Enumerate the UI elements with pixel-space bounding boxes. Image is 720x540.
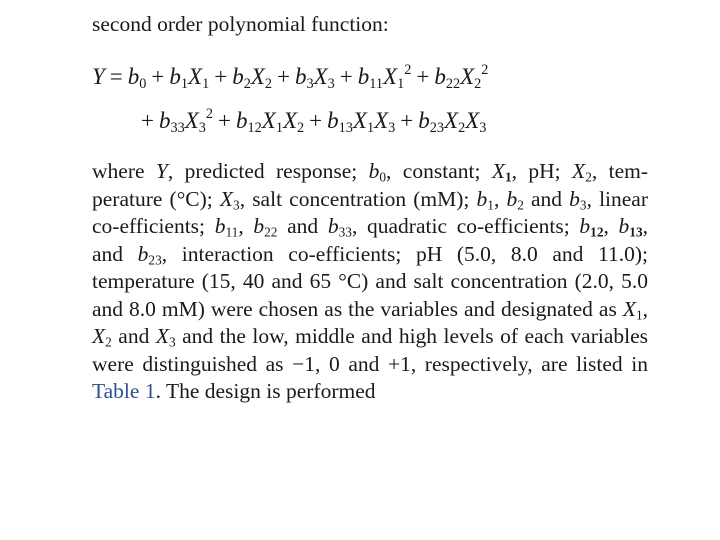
- variable-symbol: X: [282, 108, 298, 133]
- math-subscript: 11: [225, 224, 239, 240]
- equation-line-2: [136, 108, 486, 134]
- math-subscript: 13: [629, 224, 643, 240]
- plus-operator: +: [214, 64, 228, 89]
- variable-symbol: X: [444, 108, 459, 133]
- math-symbol: b: [214, 214, 226, 238]
- text-run: and: [111, 324, 156, 348]
- variable-symbol: X: [374, 108, 389, 133]
- coefficient-symbol: b: [158, 108, 171, 133]
- math-symbol: X: [155, 324, 169, 348]
- variable-symbol: X: [352, 108, 367, 133]
- math-subscript: 2: [585, 169, 592, 185]
- plus-operator: +: [151, 64, 165, 89]
- variable-symbol: X: [184, 108, 199, 133]
- variable-symbol: X: [460, 64, 475, 89]
- text-run: and: [277, 214, 328, 238]
- math-symbol: X: [622, 296, 636, 321]
- plus-operator: +: [416, 64, 430, 89]
- variable-subscript: 3: [327, 75, 335, 92]
- math-symbol: b: [506, 186, 518, 211]
- math-subscript: 1: [487, 197, 494, 213]
- exponent: 2: [481, 62, 489, 79]
- variable-symbol: X: [465, 108, 480, 133]
- body-paragraph: [92, 158, 648, 406]
- coefficient-symbol: b: [327, 108, 339, 133]
- plus-operator: +: [339, 64, 353, 89]
- coefficient-subscript: 0: [139, 75, 147, 92]
- variable-symbol: X: [383, 64, 398, 89]
- math-subscript: 0: [379, 169, 387, 185]
- variable-subscript: 1: [366, 119, 375, 136]
- math-symbol: b: [618, 214, 630, 238]
- text-run: ,: [493, 186, 507, 211]
- variable-subscript: 2: [474, 75, 482, 92]
- math-subscript: 3: [233, 197, 240, 213]
- plus-operator: +: [400, 108, 414, 133]
- math-symbol: b: [579, 214, 591, 238]
- variable-subscript: 2: [264, 75, 272, 92]
- exponent: 2: [404, 62, 412, 79]
- text-run: , salt concentration (mM);: [239, 186, 477, 211]
- plus-operator: +: [309, 108, 323, 133]
- math-symbol: Y: [155, 159, 168, 183]
- variable-subscript: 1: [397, 75, 405, 92]
- math-subscript: 3: [168, 334, 176, 350]
- coefficient-symbol: b: [418, 108, 430, 133]
- math-symbol: X: [92, 324, 106, 348]
- exponent: 2: [205, 106, 214, 123]
- variable-subscript: 2: [297, 119, 305, 136]
- text-run: and the low, middle and high levels of each variables were distinguished as −1, 0 and +1, respectively, are listed in: [92, 324, 649, 376]
- text-run: and: [523, 186, 570, 211]
- variable-subscript: 3: [198, 119, 206, 136]
- math-symbol: b: [137, 241, 149, 266]
- text-run: , tem-perature (°C);: [92, 159, 649, 211]
- coefficient-symbol: b: [232, 64, 244, 89]
- math-symbol: X: [572, 159, 586, 183]
- coefficient-subscript: 2: [243, 75, 251, 92]
- math-symbol: b: [327, 214, 339, 238]
- coefficient-symbol: b: [434, 64, 446, 89]
- math-subscript: 3: [579, 197, 587, 213]
- math-subscript: 33: [338, 224, 352, 240]
- math-symbol: X: [491, 159, 505, 183]
- text-run: , quadratic co-efficients;: [351, 214, 580, 238]
- math-symbol: b: [569, 186, 580, 211]
- text-run: , constant;: [386, 159, 492, 183]
- equals-operator: =: [109, 64, 123, 89]
- coefficient-subscript: 13: [338, 119, 353, 136]
- response-symbol: Y: [92, 64, 105, 89]
- variable-subscript: 3: [388, 119, 396, 136]
- coefficient-symbol: b: [236, 108, 248, 133]
- coefficient-subscript: 1: [180, 75, 189, 92]
- coefficient-symbol: b: [357, 64, 370, 89]
- text-run: , pH;: [511, 159, 573, 183]
- math-symbol: X: [219, 186, 234, 211]
- math-symbol: b: [476, 186, 488, 211]
- math-subscript: 1: [635, 307, 643, 323]
- variable-symbol: X: [188, 64, 203, 89]
- text-run: where: [92, 159, 156, 183]
- text-run: , linear co-efficients;: [92, 186, 649, 238]
- math-subscript: 12: [590, 224, 604, 240]
- math-subscript: 2: [105, 334, 112, 350]
- math-symbol: b: [253, 214, 265, 238]
- equation-line-1: [92, 64, 488, 90]
- coefficient-subscript: 11: [369, 75, 384, 92]
- table-1-link[interactable]: Table 1: [92, 379, 156, 403]
- paper-page: [92, 10, 652, 403]
- coefficient-symbol: b: [294, 64, 307, 89]
- coefficient-subscript: 23: [429, 119, 444, 136]
- variable-subscript: 1: [202, 75, 210, 92]
- variable-symbol: X: [250, 64, 265, 89]
- variable-subscript: 2: [458, 119, 466, 136]
- coefficient-subscript: 3: [306, 75, 314, 92]
- coefficient-subscript: 33: [170, 119, 185, 136]
- text-run: , and: [92, 214, 648, 266]
- variable-symbol: X: [313, 64, 328, 89]
- variable-subscript: 3: [479, 119, 487, 136]
- math-subscript: 1: [504, 169, 512, 185]
- plus-operator: +: [218, 108, 232, 133]
- plus-operator: +: [141, 108, 154, 133]
- coefficient-subscript: 12: [247, 119, 262, 136]
- text-run: , predicted response;: [167, 159, 369, 183]
- coefficient-symbol: b: [169, 64, 181, 89]
- variable-subscript: 1: [275, 119, 283, 136]
- text-run: , interaction co-efficients; pH (5.0, 8.0 and 11.0); temperature (15, 40 and 65 °C) and salt concentration (2.0, 5.0 and 8.0 mM) were chosen as the variables and designated as: [92, 241, 648, 321]
- intro-text: second order polynomial function:: [92, 12, 389, 36]
- math-subscript: 22: [264, 224, 278, 240]
- text-run: ,: [603, 214, 619, 238]
- coefficient-subscript: 22: [445, 75, 461, 92]
- math-subscript: 2: [517, 197, 524, 213]
- text-run: ,: [238, 214, 254, 238]
- math-subscript: 23: [148, 252, 162, 268]
- text-run: ,: [642, 296, 648, 321]
- coefficient-symbol: b: [127, 64, 140, 89]
- text-run: . The design is performed: [155, 379, 376, 403]
- plus-operator: +: [277, 64, 290, 89]
- variable-symbol: X: [261, 108, 276, 133]
- math-symbol: b: [368, 159, 380, 183]
